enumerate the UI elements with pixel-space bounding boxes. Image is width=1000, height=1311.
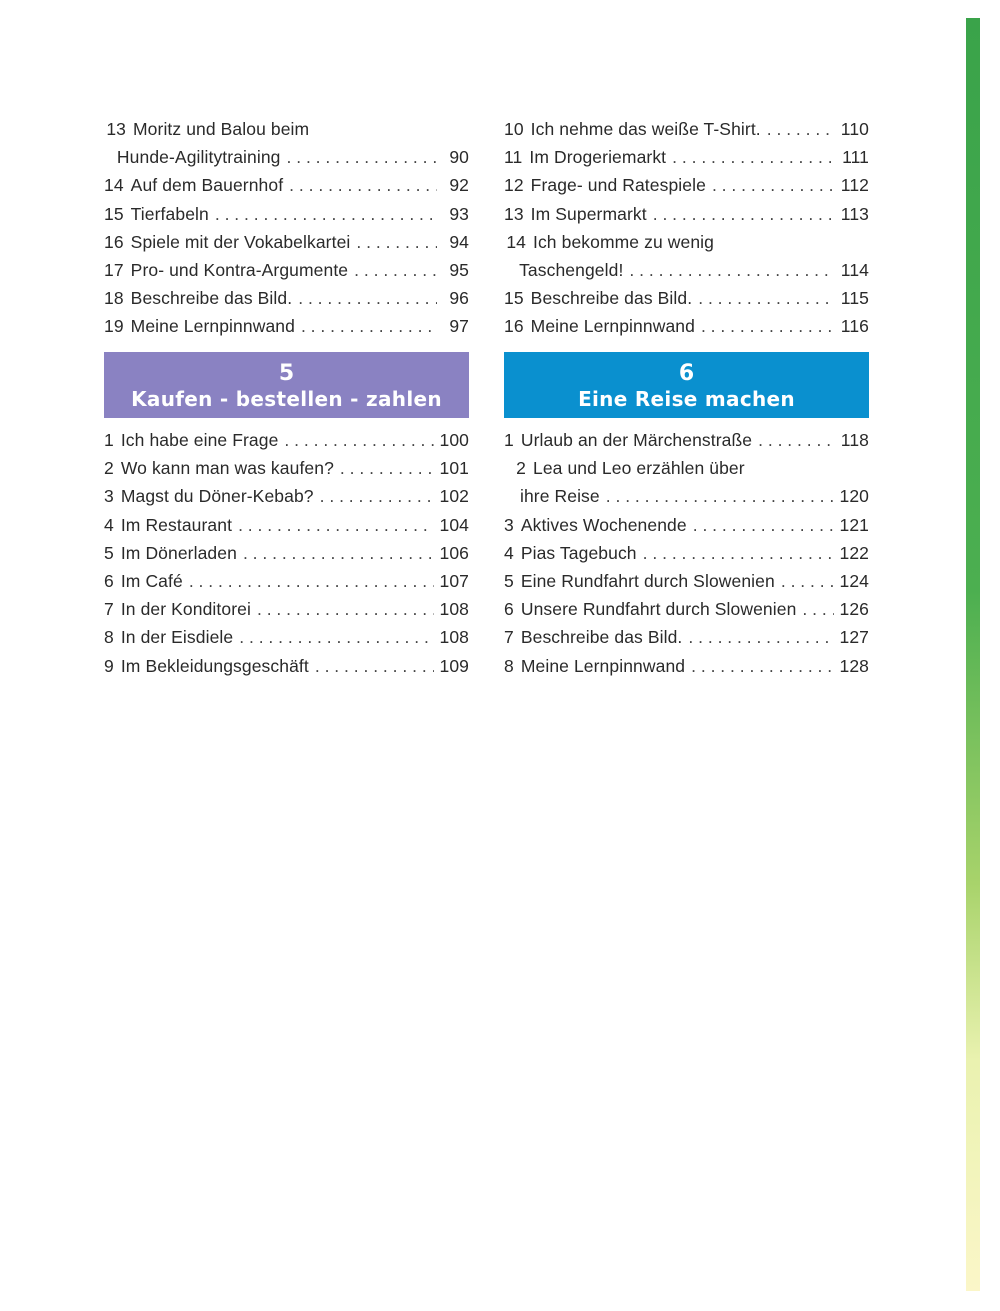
toc-leader-dots (606, 482, 834, 510)
toc-entry-number: 7 (504, 627, 514, 648)
toc-entry-page: 100 (439, 430, 469, 450)
toc-entry-title: Wo kann man was kaufen? (120, 458, 334, 479)
toc-entry[interactable] (104, 312, 469, 340)
toc-entry-number: 8 (504, 655, 514, 676)
toc-entry[interactable] (104, 454, 469, 482)
toc-entry-page: 108 (439, 627, 469, 648)
toc-entry-page: 126 (839, 599, 869, 620)
toc-entry-title: Beschreibe das Bild. (520, 627, 683, 648)
toc-leader-dots (701, 312, 835, 340)
toc-entry-number: 3 (104, 486, 114, 507)
toc-leader-dots (629, 256, 834, 284)
chapter-5-title: Kaufen - bestellen - zahlen (131, 387, 442, 411)
toc-leader-dots (284, 426, 433, 454)
toc-entry-page: 97 (449, 316, 469, 337)
toc-entry[interactable] (504, 539, 869, 567)
toc-entry-page: 107 (439, 570, 469, 591)
toc-entry-title: Meine Lernpinnwand (520, 655, 686, 676)
toc-entry-number: 8 (104, 627, 114, 648)
toc-leader-dots (698, 284, 835, 312)
toc-entry-title: ihre Reise (519, 486, 600, 507)
toc-entry-number: 13 (504, 203, 524, 224)
toc-entry[interactable] (104, 511, 469, 539)
toc-entry-title: Lea und Leo erzählen über (533, 458, 745, 479)
toc-entry[interactable] (504, 426, 869, 454)
toc-entry-title: Auf dem Bauernhof (130, 175, 284, 196)
toc-entry-title: Tierfabeln (130, 203, 209, 224)
toc-entry[interactable] (104, 426, 469, 454)
toc-leader-dots (239, 623, 433, 651)
toc-entry[interactable] (504, 567, 869, 595)
toc-entry[interactable] (504, 228, 869, 256)
toc-entry-number: 5 (104, 542, 114, 563)
toc-entry[interactable] (104, 256, 469, 284)
toc-entry[interactable] (504, 623, 869, 651)
toc-entry-number: 18 (104, 288, 124, 309)
toc-entry-page: 111 (842, 147, 869, 168)
toc-entry-number: 1 (104, 430, 114, 450)
toc-list-chapter4-continued (104, 115, 469, 341)
chapter-5-banner (104, 352, 469, 418)
toc-entry[interactable] (504, 256, 869, 284)
toc-entry-title: Pro- und Kontra-Argumente (130, 259, 349, 280)
toc-leader-dots (688, 623, 833, 651)
toc-entry-number: 16 (104, 231, 124, 252)
toc-leader-dots (691, 652, 833, 680)
toc-entry-page: 101 (439, 458, 469, 479)
toc-entry[interactable] (104, 567, 469, 595)
toc-entry[interactable] (104, 595, 469, 623)
toc-list-chapter6 (504, 426, 869, 680)
toc-entry-title: In der Eisdiele (120, 627, 234, 648)
toc-leader-dots (643, 539, 834, 567)
toc-entry-title: Magst du Döner-Kebab? (120, 486, 314, 507)
toc-entry[interactable] (104, 652, 469, 680)
toc-entry-title: Ich bekomme zu wenig (533, 231, 714, 252)
toc-entry[interactable] (504, 595, 869, 623)
toc-column-left-bottom (104, 426, 469, 680)
toc-entry-page: 127 (839, 627, 869, 648)
toc-entry-number: 16 (504, 316, 524, 337)
toc-entry-page: 118 (840, 430, 869, 450)
toc-entry-number: 2 (104, 458, 114, 479)
toc-leader-dots (320, 482, 434, 510)
toc-entry[interactable] (504, 115, 869, 143)
toc-entry[interactable] (104, 171, 469, 199)
side-color-strip (966, 18, 980, 1291)
toc-column-right-top (504, 115, 869, 341)
toc-entry[interactable] (504, 511, 869, 539)
toc-entry[interactable] (504, 482, 869, 510)
toc-entry[interactable] (504, 143, 869, 171)
toc-entry-page: 128 (839, 655, 869, 676)
toc-leader-dots (215, 200, 437, 228)
toc-entry[interactable] (104, 228, 469, 256)
toc-entry-number: 1 (504, 430, 514, 450)
toc-entry-page: 122 (839, 542, 869, 563)
toc-leader-dots (767, 115, 835, 143)
toc-entry[interactable] (504, 200, 869, 228)
toc-leader-dots (298, 284, 437, 312)
toc-entry-title: Hunde-Agilitytraining (116, 147, 281, 168)
toc-entry-title: Im Café (120, 570, 183, 591)
toc-list-chapter5 (104, 426, 469, 680)
toc-entry-title: Im Restaurant (120, 514, 233, 535)
toc-entry-title: Unsere Rundfahrt durch Slowenien (520, 599, 797, 620)
toc-entry-number: 2 (516, 458, 526, 479)
toc-entry-page: 109 (439, 655, 469, 676)
toc-entry-number: 10 (504, 119, 524, 139)
toc-entry[interactable] (104, 284, 469, 312)
toc-leader-dots (712, 171, 835, 199)
toc-entry-number: 17 (104, 259, 124, 280)
toc-leader-dots (356, 228, 437, 256)
toc-leader-dots (802, 595, 833, 623)
toc-entry-page: 120 (839, 486, 869, 507)
toc-entry-number: 15 (504, 288, 524, 309)
toc-entry-page: 94 (449, 231, 469, 252)
toc-entry-number: 19 (104, 316, 124, 337)
toc-entry-title: Urlaub an der Märchenstraße (520, 430, 753, 450)
toc-entry-title: Spiele mit der Vokabelkartei (130, 231, 351, 252)
toc-entry-title: Moritz und Balou beim (133, 119, 310, 139)
toc-entry-title: Taschengeld! (519, 259, 624, 280)
toc-leader-dots (189, 567, 434, 595)
toc-entry-number: 6 (504, 599, 514, 620)
toc-leader-dots (287, 143, 438, 171)
toc-entry-page: 108 (439, 599, 469, 620)
toc-leader-dots (289, 171, 437, 199)
toc-entry-page: 102 (439, 486, 469, 507)
toc-leader-dots (758, 426, 835, 454)
chapter-5-number: 5 (278, 361, 295, 386)
toc-entry-title: Beschreibe das Bild. (130, 288, 293, 309)
toc-column-left-top (104, 115, 469, 341)
toc-leader-dots (301, 312, 437, 340)
toc-entry[interactable] (504, 652, 869, 680)
toc-entry[interactable] (504, 312, 869, 340)
toc-leader-dots (257, 595, 434, 623)
toc-entry[interactable] (504, 171, 869, 199)
toc-entry-title: Beschreibe das Bild. (530, 288, 693, 309)
toc-leader-dots (693, 511, 834, 539)
toc-entry-page: 110 (840, 119, 869, 139)
toc-entry-number: 6 (104, 570, 114, 591)
toc-entry-page: 90 (449, 147, 469, 168)
toc-entry-page: 96 (449, 288, 469, 309)
toc-entry[interactable] (104, 143, 469, 171)
chapter-6-title: Eine Reise machen (578, 387, 795, 411)
toc-entry-title: Aktives Wochenende (520, 514, 687, 535)
chapter-6-number: 6 (678, 361, 695, 386)
toc-entry[interactable] (104, 623, 469, 651)
toc-entry-title: Ich habe eine Frage (120, 430, 279, 450)
toc-column-right-bottom (504, 426, 869, 680)
toc-entry-number: 4 (104, 514, 114, 535)
toc-entry-page: 121 (839, 514, 869, 535)
toc-entry-number: 13 (106, 119, 126, 139)
toc-entry[interactable] (504, 284, 869, 312)
toc-entry-title: Eine Rundfahrt durch Slowenien (520, 570, 775, 591)
toc-entry-page: 116 (840, 316, 869, 337)
toc-entry-number: 11 (504, 147, 523, 168)
toc-leader-dots (238, 511, 433, 539)
toc-entry[interactable] (504, 454, 869, 482)
toc-leader-dots (672, 143, 836, 171)
toc-entry-page: 92 (449, 175, 469, 196)
toc-entry-title: Im Bekleidungsgeschäft (120, 655, 309, 676)
toc-entry-title: Im Dönerladen (120, 542, 237, 563)
toc-entry[interactable] (104, 115, 469, 143)
toc-entry-number: 12 (504, 175, 524, 196)
toc-entry-number: 14 (506, 231, 526, 252)
toc-entry-page: 113 (840, 203, 869, 224)
toc-entry-page: 93 (449, 203, 469, 224)
toc-entry-page: 106 (439, 542, 469, 563)
toc-entry[interactable] (104, 200, 469, 228)
toc-entry-number: 3 (504, 514, 514, 535)
toc-entry-page: 112 (840, 175, 869, 196)
toc-leader-dots (781, 567, 834, 595)
toc-entry-title: Frage- und Ratespiele (530, 175, 706, 196)
toc-entry-page: 124 (839, 570, 869, 591)
toc-leader-dots (243, 539, 434, 567)
toc-entry-page: 115 (840, 288, 869, 309)
toc-leader-dots (354, 256, 437, 284)
toc-entry-title: Pias Tagebuch (520, 542, 637, 563)
toc-entry-number: 15 (104, 203, 124, 224)
toc-entry-number: 5 (504, 570, 514, 591)
toc-entry-title: Im Drogeriemarkt (529, 147, 667, 168)
toc-entry[interactable] (104, 482, 469, 510)
toc-entry-title: Im Supermarkt (530, 203, 647, 224)
toc-leader-dots (315, 652, 434, 680)
toc-leader-dots (340, 454, 434, 482)
toc-entry-number: 7 (104, 599, 114, 620)
toc-entry-number: 9 (104, 655, 114, 676)
toc-entry-title: Meine Lernpinnwand (130, 316, 295, 337)
toc-entry-page: 104 (439, 514, 469, 535)
toc-entry-title: Ich nehme das weiße T-Shirt. (530, 119, 761, 139)
toc-entry-page: 95 (449, 259, 469, 280)
toc-entry-title: In der Konditorei (120, 599, 251, 620)
toc-entry-number: 14 (104, 175, 124, 196)
toc-entry-page: 114 (840, 259, 869, 280)
toc-entry-number: 4 (504, 542, 514, 563)
toc-entry[interactable] (104, 539, 469, 567)
chapter-6-banner (504, 352, 869, 418)
toc-leader-dots (653, 200, 835, 228)
toc-entry-title: Meine Lernpinnwand (530, 316, 695, 337)
toc-list-chapter5-continued (504, 115, 869, 341)
